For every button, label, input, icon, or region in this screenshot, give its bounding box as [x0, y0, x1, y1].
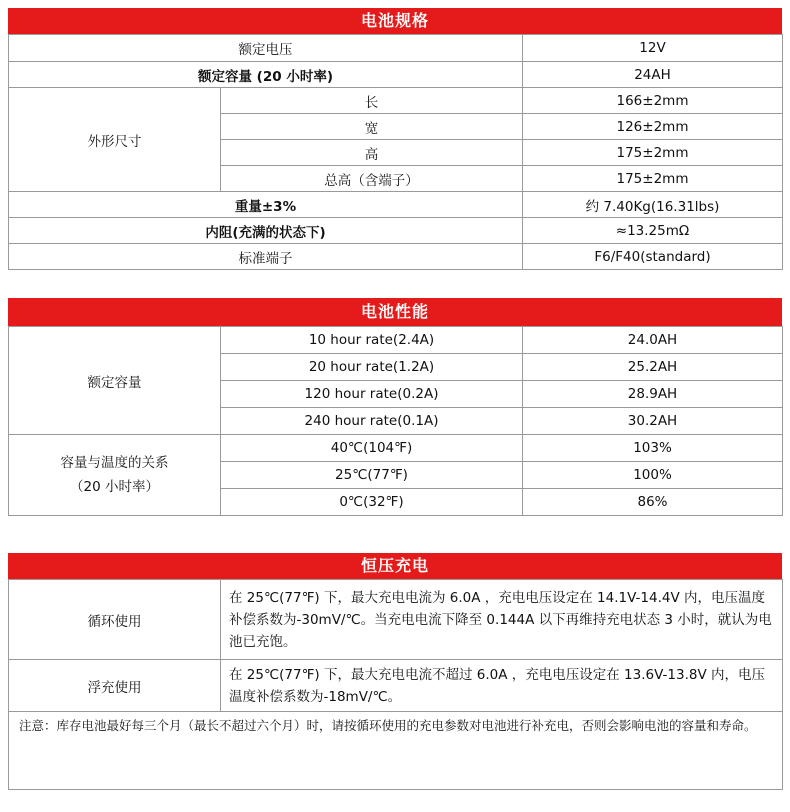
temperature-label: 0℃(32℉)	[221, 489, 523, 516]
spec-table	[8, 34, 783, 270]
height-value: 175±2mm	[523, 140, 783, 166]
dimensions-label: 外形尺寸	[9, 88, 221, 192]
rate-label: 10 hour rate(2.4A)	[221, 327, 523, 354]
length-value: 166±2mm	[523, 88, 783, 114]
performance-table	[8, 326, 783, 516]
resistance-label: 内阻(充满的状态下)	[9, 218, 523, 244]
charge-table	[8, 579, 783, 790]
cycle-use-label: 循环使用	[9, 580, 221, 660]
rate-value: 24.0AH	[523, 327, 783, 354]
weight-value: 约 7.40Kg(16.31lbs)	[523, 192, 783, 218]
weight-label: 重量±3%	[9, 192, 523, 218]
terminal-label: 标准端子	[9, 244, 523, 270]
rate-value: 25.2AH	[523, 354, 783, 381]
capacity-label: 额定容量	[9, 327, 221, 435]
rated-capacity-value: 24AH	[523, 62, 783, 88]
storage-note: 注意：库存电池最好每三个月（最长不超过六个月）时，请按循环使用的充电参数对电池进行补充电，否则会影响电池的容量和寿命。	[9, 712, 783, 790]
rated-capacity-label: 额定容量 (20 小时率)	[9, 62, 523, 88]
battery-performance-section	[8, 298, 782, 516]
rate-label: 120 hour rate(0.2A)	[221, 381, 523, 408]
float-use-text: 在 25℃(77℉) 下，最大充电电流不超过 6.0A ，充电电压设定在 13.6V-13.8V 内，电压温度补偿系数为-18mV/℃。	[221, 660, 783, 712]
width-label: 宽	[221, 114, 523, 140]
battery-spec-section	[8, 8, 782, 270]
float-use-label: 浮充使用	[9, 660, 221, 712]
temperature-relation-label	[9, 435, 221, 516]
cycle-use-text: 在 25℃(77℉) 下，最大充电电流为 6.0A ，充电电压设定在 14.1V-14.4V 内，电压温度补偿系数为-30mV/℃。当充电电流下降至 0.144A 以下再维持充电状态 3 小时，就认为电池已充饱。	[221, 580, 783, 660]
rate-label: 240 hour rate(0.1A)	[221, 408, 523, 435]
length-label: 长	[221, 88, 523, 114]
rate-label: 20 hour rate(1.2A)	[221, 354, 523, 381]
rate-value: 28.9AH	[523, 381, 783, 408]
temperature-value: 86%	[523, 489, 783, 516]
temperature-value: 103%	[523, 435, 783, 462]
temperature-relation-line1: 容量与温度的关系	[60, 455, 169, 471]
terminal-value: F6/F40(standard)	[523, 244, 783, 270]
temperature-value: 100%	[523, 462, 783, 489]
nominal-voltage-value: 12V	[523, 35, 783, 62]
constant-voltage-charge-section	[8, 553, 782, 790]
rate-value: 30.2AH	[523, 408, 783, 435]
width-value: 126±2mm	[523, 114, 783, 140]
total-height-label: 总高（含端子）	[221, 166, 523, 192]
temperature-label: 25℃(77℉)	[221, 462, 523, 489]
resistance-value: ≈13.25mΩ	[523, 218, 783, 244]
nominal-voltage-label: 额定电压	[9, 35, 523, 62]
performance-header: 电池性能	[8, 298, 782, 326]
charge-header: 恒压充电	[8, 553, 782, 579]
total-height-value: 175±2mm	[523, 166, 783, 192]
spec-header: 电池规格	[8, 8, 782, 34]
temperature-label: 40℃(104℉)	[221, 435, 523, 462]
height-label: 高	[221, 140, 523, 166]
temperature-relation-line2: （20 小时率）	[70, 479, 159, 495]
